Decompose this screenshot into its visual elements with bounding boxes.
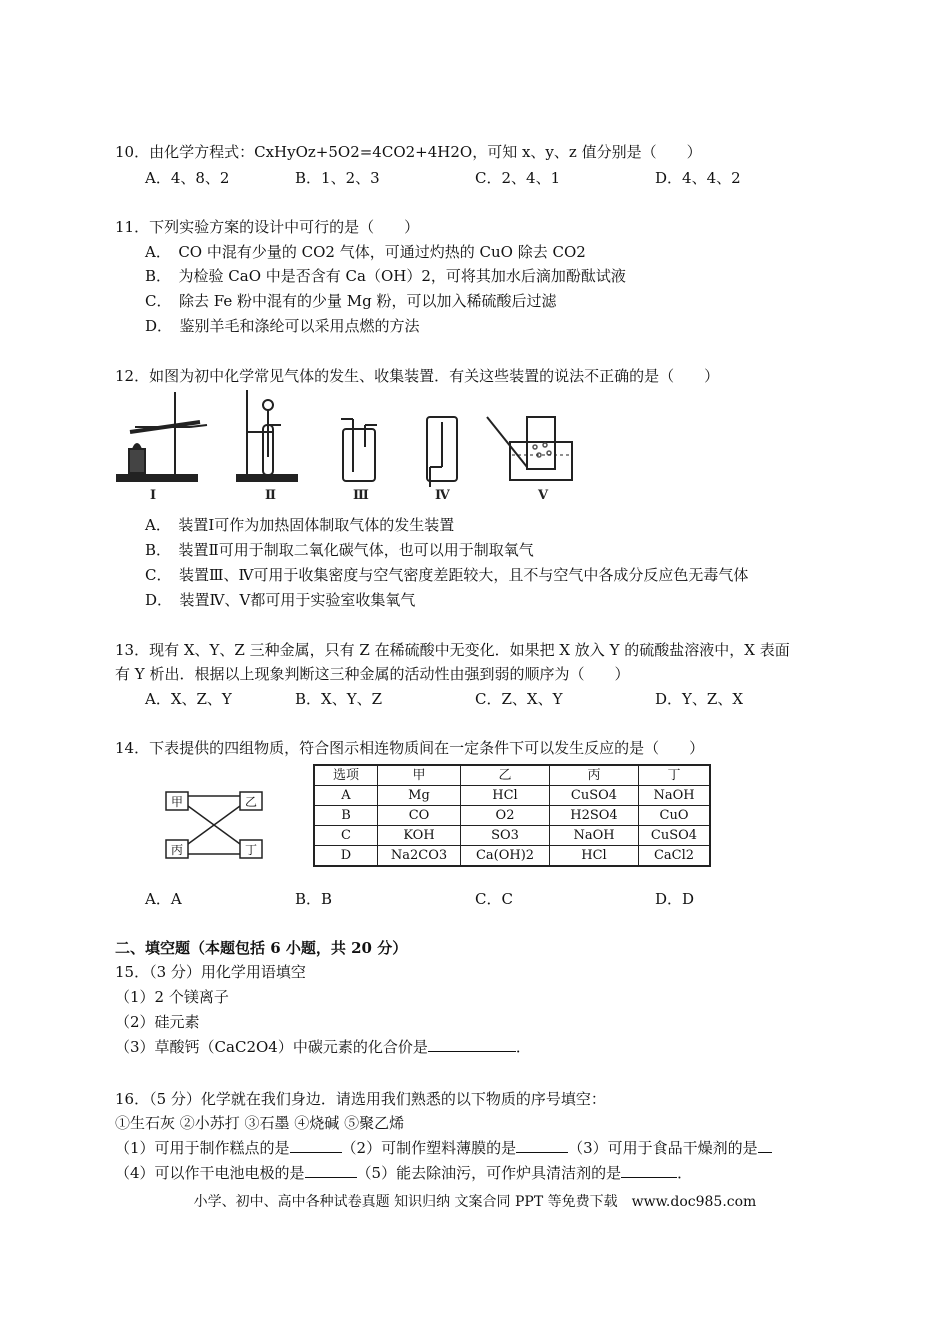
q13-option-a: A．X、Z、Y bbox=[145, 690, 232, 708]
q12-option-d: D． 装置Ⅳ、Ⅴ都可用于实验室收集氧气 bbox=[145, 591, 416, 609]
q16-item-4: （4）可以作干电池电极的是 bbox=[115, 1164, 305, 1182]
q16-blank-5[interactable] bbox=[621, 1163, 677, 1178]
table-cell: D bbox=[314, 846, 378, 867]
q13-stem-line1: 13．现有 X、Y、Z 三种金属，只有 Z 在稀硫酸中无变化．如果把 X 放入 Y 的硫酸盐溶液中，X 表面 bbox=[115, 641, 790, 659]
table-cell: C bbox=[314, 826, 378, 846]
q10-option-a: A．4、8、2 bbox=[145, 169, 230, 187]
q15-item-3-text: （3）草酸钙（CaC2O4）中碳元素的化合价是 bbox=[115, 1038, 428, 1056]
apparatus-figure bbox=[115, 387, 575, 502]
table-row bbox=[314, 806, 710, 826]
q16-blank-3[interactable] bbox=[758, 1138, 772, 1153]
table-cell: CuSO4 bbox=[639, 826, 711, 846]
page-footer: 小学、初中、高中各种试卷真题 知识归纳 文案合同 PPT 等免费下载 www.doc985.com bbox=[193, 1194, 757, 1210]
q13-option-b: B．X、Y、Z bbox=[295, 690, 383, 708]
table-cell: B bbox=[314, 806, 378, 826]
apparatus-label-4: Ⅳ bbox=[435, 488, 450, 502]
q15-end: ． bbox=[515, 1038, 531, 1056]
q10-option-d: D．4、4、2 bbox=[655, 169, 741, 187]
table-cell: SO3 bbox=[461, 826, 550, 846]
diagram-jia: 甲 bbox=[170, 795, 184, 809]
apparatus-label-5: Ⅴ bbox=[538, 488, 549, 502]
table-cell: CaCl2 bbox=[639, 846, 711, 867]
table-header-cell: 甲 bbox=[378, 765, 461, 786]
q15-answer-blank[interactable] bbox=[428, 1037, 516, 1052]
q12-option-a: A． 装置Ⅰ可作为加热固体制取气体的发生装置 bbox=[145, 516, 455, 534]
q10-stem: 10．由化学方程式：CxHyOz+5O2=4CO2+4H2O，可知 x、y、z 值分别是（ ） bbox=[115, 143, 702, 161]
diagram-yi: 乙 bbox=[244, 795, 258, 809]
table-row bbox=[314, 846, 710, 867]
q13-stem-line2: 有 Y 析出．根据以上现象判断这三种金属的活动性由强到弱的顺序为（ ） bbox=[115, 665, 630, 683]
q16-end: ． bbox=[677, 1164, 693, 1182]
section-2-title: 二、填空题（本题包括 6 小题，共 20 分） bbox=[115, 939, 408, 957]
table-cell: O2 bbox=[461, 806, 550, 826]
q16-stem: 16．（5 分）化学就在我们身边．请选用我们熟悉的以下物质的序号填空： bbox=[115, 1090, 606, 1108]
table-cell: Na2CO3 bbox=[378, 846, 461, 867]
apparatus-3-icon bbox=[341, 419, 377, 481]
table-header-cell: 选项 bbox=[314, 765, 378, 786]
apparatus-4-icon bbox=[427, 417, 457, 487]
q16-blank-4[interactable] bbox=[305, 1163, 357, 1178]
q11-option-c: C． 除去 Fe 粉中混有的少量 Mg 粉，可以加入稀硫酸后过滤 bbox=[145, 292, 557, 310]
q11-option-d: D． 鉴别羊毛和涤纶可以采用点燃的方法 bbox=[145, 317, 420, 335]
table-cell: H2SO4 bbox=[550, 806, 639, 826]
table-header-cell: 丁 bbox=[639, 765, 711, 786]
table-cell: HCl bbox=[461, 786, 550, 806]
q14-option-c: C．C bbox=[475, 890, 513, 908]
table-cell: HCl bbox=[550, 846, 639, 867]
q14-option-d: D．D bbox=[655, 890, 695, 908]
apparatus-2-icon bbox=[237, 390, 297, 481]
q16-line-1 bbox=[115, 1138, 772, 1158]
q16-blank-1[interactable] bbox=[290, 1138, 342, 1153]
q11-option-a: A． CO 中混有少量的 CO2 气体，可通过灼热的 CuO 除去 CO2 bbox=[145, 243, 586, 261]
q10-option-b: B．1、2、3 bbox=[295, 169, 380, 187]
q14-option-b: B．B bbox=[295, 890, 333, 908]
apparatus-label-1: Ⅰ bbox=[150, 488, 157, 502]
q16-choices: ①生石灰 ②小苏打 ③石墨 ④烧碱 ⑤聚乙烯 bbox=[115, 1114, 405, 1132]
q16-item-2: （2）可制作塑料薄膜的是 bbox=[341, 1139, 517, 1157]
q16-item-3: （3）可用于食品干燥剂的是 bbox=[568, 1139, 758, 1157]
diagram-ding: 丁 bbox=[244, 843, 258, 857]
table-row bbox=[314, 786, 710, 806]
q16-line-2 bbox=[115, 1163, 692, 1183]
apparatus-label-2: Ⅱ bbox=[265, 488, 276, 502]
q16-blank-2[interactable] bbox=[516, 1138, 568, 1153]
table-header-row bbox=[314, 765, 710, 786]
q12-option-c: C． 装置Ⅲ、Ⅳ可用于收集密度与空气密度差距较大，且不与空气中各成分反应色无毒气体 bbox=[145, 566, 749, 584]
q15-item-2: （2）硅元素 bbox=[115, 1013, 200, 1031]
q10-option-c: C．2、4、1 bbox=[475, 169, 561, 187]
q15-stem: 15．（3 分）用化学用语填空 bbox=[115, 963, 306, 981]
q14-option-a: A．A bbox=[145, 890, 182, 908]
table-cell: CuSO4 bbox=[550, 786, 639, 806]
q13-option-d: D．Y、Z、X bbox=[655, 690, 744, 708]
q16-item-5: （5）能去除油污，可作炉具清洁剂的是 bbox=[356, 1164, 622, 1182]
q13-option-c: C．Z、X、Y bbox=[475, 690, 563, 708]
q14-stem: 14．下表提供的四组物质，符合图示相连物质间在一定条件下可以发生反应的是（ ） bbox=[115, 739, 705, 757]
diagram-bing: 丙 bbox=[170, 843, 184, 857]
q11-option-b: B． 为检验 CaO 中是否含有 Ca（OH）2，可将其加水后滴加酚酞试液 bbox=[145, 267, 626, 285]
q15-item-3 bbox=[115, 1037, 531, 1057]
q15-item-1: （1）2 个镁离子 bbox=[115, 988, 229, 1006]
table-cell: A bbox=[314, 786, 378, 806]
table-header-cell: 乙 bbox=[461, 765, 550, 786]
q16-item-1: （1）可用于制作糕点的是 bbox=[115, 1139, 290, 1157]
table-cell: Ca(OH)2 bbox=[461, 846, 550, 867]
apparatus-label-3: Ⅲ bbox=[353, 488, 369, 502]
table-cell: NaOH bbox=[639, 786, 711, 806]
table-cell: CuO bbox=[639, 806, 711, 826]
table-cell: Mg bbox=[378, 786, 461, 806]
apparatus-1-icon bbox=[117, 392, 207, 481]
q12-option-b: B． 装置Ⅱ可用于制取二氧化碳气体，也可以用于制取氧气 bbox=[145, 541, 534, 559]
q11-stem: 11．下列实验方案的设计中可行的是（ ） bbox=[115, 218, 420, 236]
q12-stem: 12．如图为初中化学常见气体的发生、收集装置．有关这些装置的说法不正确的是（ ） bbox=[115, 367, 720, 385]
relation-diagram bbox=[160, 786, 270, 861]
table-row bbox=[314, 826, 710, 846]
substance-table bbox=[313, 764, 711, 867]
table-header-cell: 丙 bbox=[550, 765, 639, 786]
table-cell: NaOH bbox=[550, 826, 639, 846]
apparatus-5-icon bbox=[487, 417, 572, 480]
table-cell: KOH bbox=[378, 826, 461, 846]
table-cell: CO bbox=[378, 806, 461, 826]
